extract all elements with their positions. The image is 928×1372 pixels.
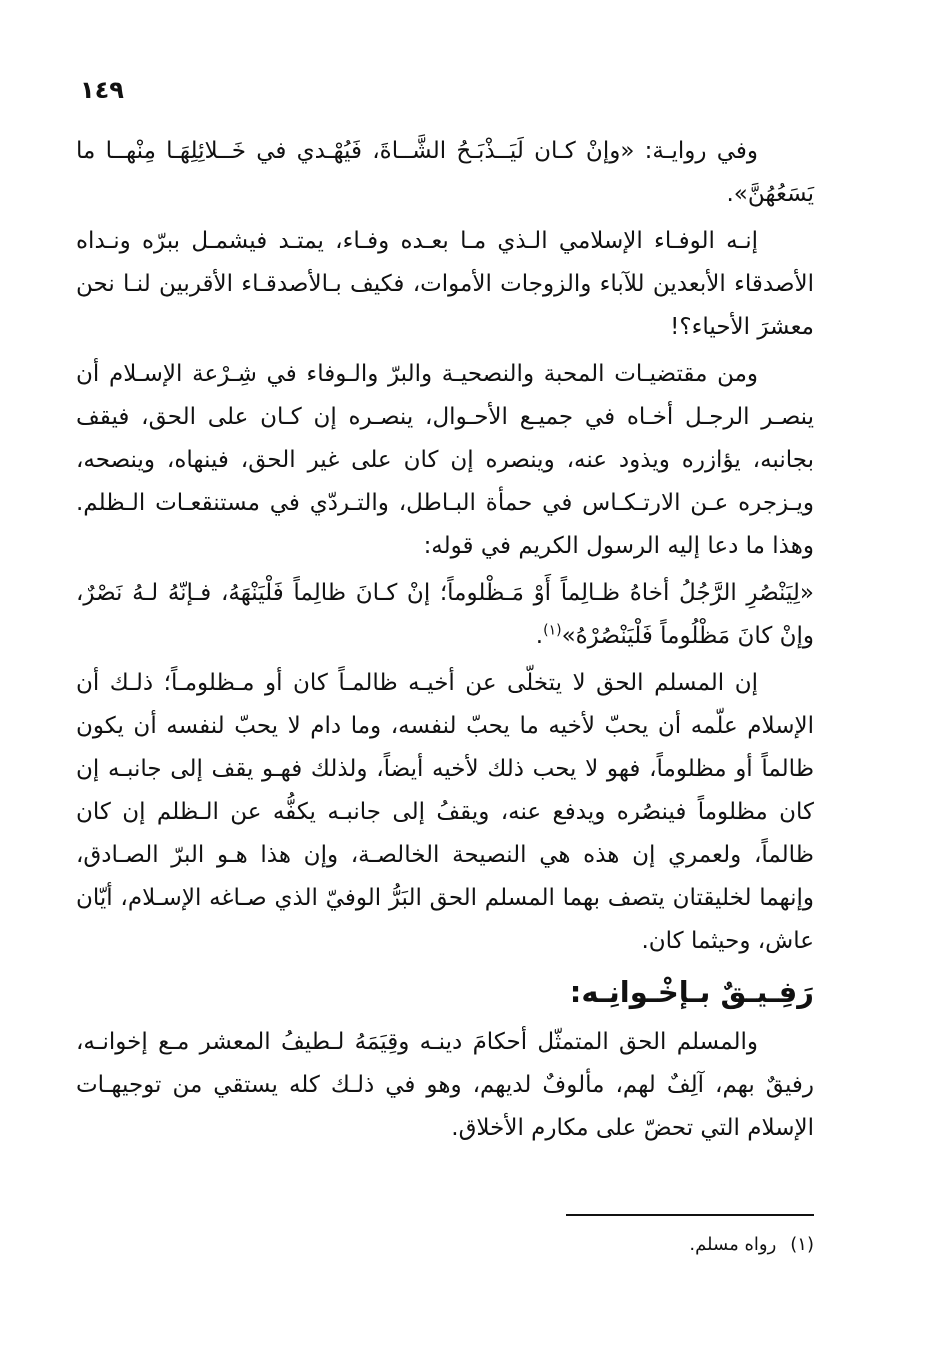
- paragraph-5: إن المسلم الحق لا يتخلّى عن أخيـه ظالمـاً كان أو مـظلومـاً؛ ذلـك أن الإسلام علّمه أن يحبّ لأخيه ما يحبّ لنفسه، وما دام لا يحبّ لنفسه أن يكون ظالماً أو مظلوماً، فهو لا يحب ذلك لأخيه أيضاً، ولذلك فهـو يقف إلى جانبـه إن كان مظلوماً فينصُره ويدفع عنه، ويقفُ إلى جانبـه يكفُّه عن الـظلم إن كان ظالماً، ولعمري إن هذه هي النصيحة الخالصـة، وإن هذا هـو البرّ الصـادق، وإنهما لخليقتان يتصف بهما المسلم الحق البَرُّ الوفيّ الذي صـاغه الإسـلام، أيّان عاش، وحيثما كان.: [76, 670, 814, 954]
- paragraph-3: ومن مقتضيـات المحبة والنصحيـة والبرّ والـوفاء في شِـرْعة الإسـلام أن ينصـر الرجـل أخـاه في جميـع الأحـوال، ينصـره إن كـان على الحق، فيقف بجانبه، يؤازره ويذود عنه، وينصره إن كان على غير الحق، فينهاه، وينصحه، ويـزجره عـن الارتـكـاس في حمأة البـاطل، والتـردّي في مستنقعـات الـظلم. وهذا ما دعا إليه الرسول الكريم في قوله:: [76, 361, 814, 559]
- body-text: [76, 130, 814, 1154]
- section-heading: رَفِـيـقٌ بـإخْـوانِـه:: [569, 975, 814, 1009]
- paragraph-6: والمسلم الحق المتمثّل أحكامَ دينـه وقِيَمَهُ لـطيفُ المعشر مـع إخوانـه، رفيقٌ بهم، آلِفٌ لهم، مألوفٌ لديهم، وهو في ذلـك كله يستقي من توجيهـات الإسلام التي تحضّ على مكارم الأخلاق.: [76, 1029, 814, 1141]
- footnote-reference[interactable]: (١): [543, 622, 562, 639]
- hadith-quote: [76, 572, 814, 658]
- footnote: [466, 1232, 814, 1258]
- hadith-end: .: [535, 623, 544, 649]
- paragraph-2: إنـه الوفـاء الإسلامي الـذي مـا بعـده وفـاء، يمتـد فيشمـل ببرّه ونـداه الأصدقاء الأبعدين للآباء والزوجات الأموات، فكيف بـالأصدقـاء الأقربين لنـا نحن معشرَ الأحياء؟!: [76, 228, 814, 340]
- footnote-text: رواه مسلم.: [689, 1234, 777, 1255]
- hadith-text: «لِيَنْصُرِ الرَّجُلُ أخاهُ ظـالِماً أَوْ مَـظْلوماً؛ إنْ كـانَ ظالِماً فَلْيَنْهَهُ، فـإنّهُ لـهُ نَصْرٌ، وإنْ كانَ مَظْلُوماً فَلْيَنْصُرْهُ»: [76, 580, 814, 649]
- paragraph-1: وفي روايـة: «وإنْ كـان لَيَــذْبَـحُ الشَّــاةَ، فَيُهْـدي في خَــلائِلِهَـا مِنْهــا ما يَسَعُهُنَّ».: [76, 138, 814, 207]
- footnote-mark: (١): [790, 1234, 814, 1255]
- footnote-divider: [566, 1214, 814, 1216]
- page-number: ١٤٩: [80, 76, 124, 104]
